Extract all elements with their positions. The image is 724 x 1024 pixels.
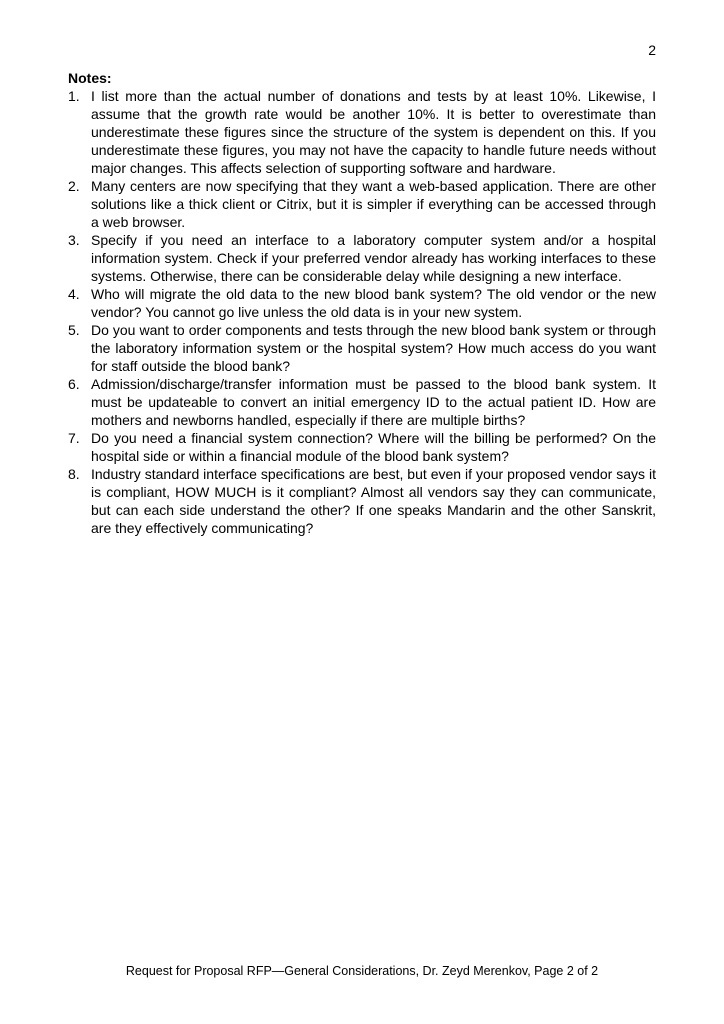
note-item xyxy=(68,465,656,537)
note-item xyxy=(68,375,656,429)
document-footer: Request for Proposal RFP—General Considerations, Dr. Zeyd Merenkov, Page 2 of 2 xyxy=(125,964,599,978)
note-item xyxy=(68,231,656,285)
note-item xyxy=(68,87,656,177)
note-item-text: Many centers are now specifying that they want a web-based application. There are other solutions like a thick client or Citrix, but it is simpler if everything can be accessed through a web browser. xyxy=(91,178,656,230)
note-item-text: I list more than the actual number of donations and tests by at least 10%. Likewise, I assume that the growth rate would be another 10%. It is better to overestimate than underestimate these figures since the structure of the system is dependent on this. If you underestimate these figures, you may not have the capacity to handle future needs without major changes. This affects selection of supporting software and hardware. xyxy=(91,88,656,176)
note-item-number: 8. xyxy=(68,466,80,482)
notes-heading: Notes: xyxy=(68,70,112,86)
page-number: 2 xyxy=(648,42,656,58)
note-item-number: 3. xyxy=(68,232,80,248)
note-item-text: Do you want to order components and tests through the new blood bank system or through the laboratory information system or the hospital system? How much access do you want for staff outside the blood bank? xyxy=(91,322,656,374)
note-item xyxy=(68,177,656,231)
note-item-number: 2. xyxy=(68,178,80,194)
note-item xyxy=(68,321,656,375)
note-item xyxy=(68,429,656,465)
note-item-text: Do you need a financial system connection? Where will the billing be performed? On the hospital side or within a financial module of the blood bank system? xyxy=(91,430,656,464)
note-item-text: Admission/discharge/transfer information must be passed to the blood bank system. It must be updateable to convert an initial emergency ID to the actual patient ID. How are mothers and newborns handled, especially if there are multiple births? xyxy=(91,376,656,428)
document-body xyxy=(68,69,656,537)
note-item-number: 6. xyxy=(68,376,80,392)
note-item-text: Who will migrate the old data to the new blood bank system? The old vendor or the new vendor? You cannot go live unless the old data is in your new system. xyxy=(91,286,656,320)
note-item-text: Specify if you need an interface to a laboratory computer system and/or a hospital information system. Check if your preferred vendor already has working interfaces to these systems. Otherwise, there can be considerable delay while designing a new interface. xyxy=(91,232,656,284)
note-item-number: 1. xyxy=(68,88,80,104)
note-item-number: 5. xyxy=(68,322,80,338)
note-item xyxy=(68,285,656,321)
notes-list xyxy=(68,87,656,537)
note-item-text: Industry standard interface specifications are best, but even if your proposed vendor says it is compliant, HOW MUCH is it compliant? Almost all vendors say they can communicate, but can each side understand the other? If one speaks Mandarin and the other Sanskrit, are they effectively communicating? xyxy=(91,466,656,536)
note-item-number: 4. xyxy=(68,286,80,302)
note-item-number: 7. xyxy=(68,430,80,446)
